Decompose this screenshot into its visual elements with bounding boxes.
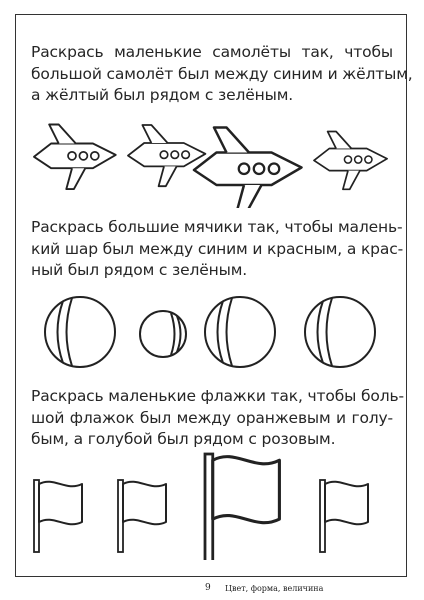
task-1-line-3: а жёлтый был рядом с зелёным. — [31, 86, 294, 104]
small-flag-3 — [320, 480, 368, 552]
small-airplane-1 — [34, 125, 116, 190]
task-2-line-1: Раскрась большие мячики так, чтобы малень- — [31, 218, 403, 236]
task-2-instruction — [31, 217, 404, 282]
page-footer — [0, 578, 424, 598]
page-number: 9 — [205, 583, 211, 593]
large-ball-1 — [45, 297, 115, 367]
task-3-line-1: Раскрась маленькие флажки так, чтобы боль- — [31, 387, 404, 405]
airplanes-row — [0, 118, 424, 208]
task-3-instruction — [31, 386, 404, 451]
task-1-line-2: большой самолёт был между синим и жёлтым, — [31, 64, 413, 83]
task-1-line-1: Раскрась маленькие самолёты так, чтобы — [31, 43, 393, 61]
small-airplane-2 — [128, 125, 205, 186]
large-ball-2 — [205, 297, 275, 367]
task-2-line-2: кий шар был между синим и красным, а крас- — [31, 239, 404, 258]
task-1-instruction — [31, 42, 413, 107]
task-3-line-3: бым, а голубой был рядом с розовым. — [31, 430, 336, 448]
large-flag — [205, 454, 279, 560]
small-flag-1 — [34, 480, 82, 552]
book-section-title: Цвет, форма, величина — [225, 584, 324, 593]
flags-row — [0, 450, 424, 560]
small-airplane-3 — [314, 132, 387, 190]
small-ball — [140, 311, 186, 357]
balls-row — [0, 292, 424, 372]
small-flag-2 — [118, 480, 166, 552]
large-ball-3 — [305, 297, 375, 367]
task-2-line-3: ный был рядом с зелёным. — [31, 261, 248, 279]
task-3-line-2: шой флажок был между оранжевым и голу- — [31, 408, 393, 427]
large-airplane — [194, 128, 302, 209]
